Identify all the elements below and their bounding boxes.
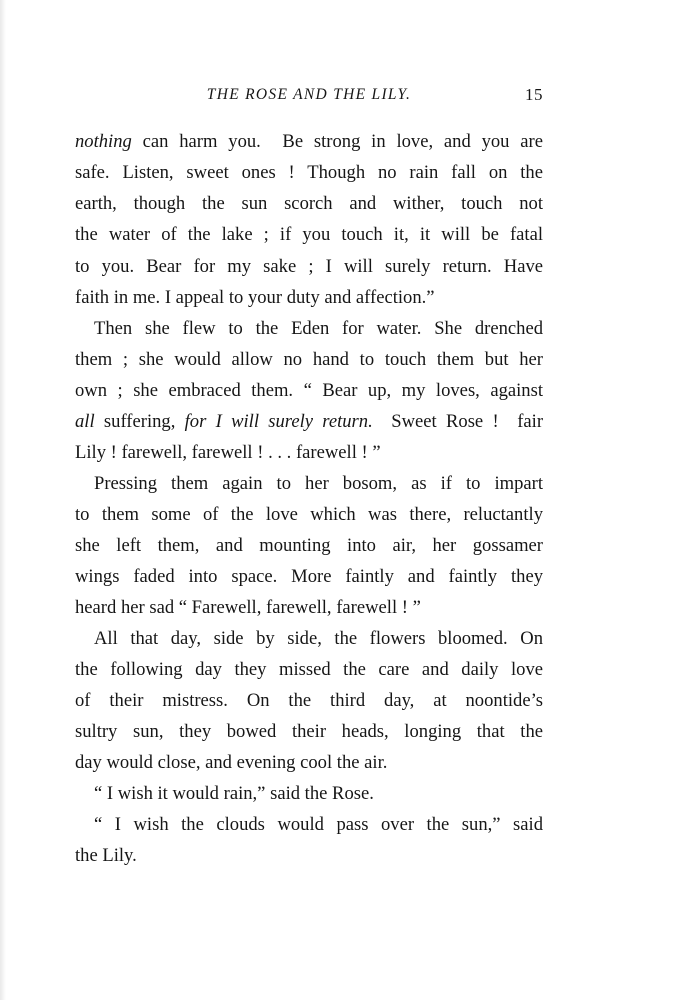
text-line-13: to them some of the love which was there, reluctantly	[75, 504, 543, 525]
page-number: 15	[525, 85, 543, 104]
text-line-5: to you. Bear for my sake ; I will surely return. Have	[75, 256, 543, 277]
text-line-18: the following day they missed the care and daily love	[75, 659, 543, 680]
text-line-19: of their mistress. On the third day, at noontide’s	[75, 690, 543, 711]
text-line-3: earth, though the sun scorch and wither, touch not	[75, 193, 543, 214]
text-line-17: All that day, side by side, the flowers bloomed. On	[94, 628, 543, 649]
text-line-8: them ; she would allow no hand to touch them but her	[75, 349, 543, 370]
text-span: Sweet Rose ! fair	[372, 411, 544, 432]
text-span: can harm you. Be strong in love, and you are	[131, 131, 543, 152]
text-line-9: own ; she embraced them. “ Bear up, my loves, against	[75, 380, 543, 401]
text-line-23: “ I wish the clouds would pass over the sun,” said	[94, 814, 543, 835]
text-line-24: the Lily.	[75, 845, 137, 866]
text-line-10	[75, 407, 543, 437]
text-line-1	[75, 127, 543, 157]
running-title: THE ROSE AND THE LILY.	[206, 86, 412, 103]
page-edge-shadow	[0, 0, 6, 1000]
italic-word: all	[75, 411, 95, 432]
text-line-2: safe. Listen, sweet ones ! Though no rain fall on the	[75, 162, 543, 183]
italic-phrase: for I will surely return.	[184, 411, 373, 432]
text-span: suffering,	[94, 411, 185, 432]
text-line-15: wings faded into space. More faintly and faintly they	[75, 566, 543, 587]
text-line-22: “ I wish it would rain,” said the Rose.	[94, 783, 374, 804]
text-line-4: the water of the lake ; if you touch it, it will be fatal	[75, 224, 543, 245]
italic-word: nothing	[75, 131, 132, 152]
text-line-14: she left them, and mounting into air, her gossamer	[75, 535, 543, 556]
text-line-12: Pressing them again to her bosom, as if to impart	[94, 473, 543, 494]
text-line-21: day would close, and evening cool the air.	[75, 752, 388, 773]
page-header	[75, 86, 543, 112]
text-line-7: Then she flew to the Eden for water. She drenched	[94, 318, 543, 339]
text-line-16: heard her sad “ Farewell, farewell, farewell ! ”	[75, 597, 421, 618]
text-line-6: faith in me. I appeal to your duty and affection.”	[75, 287, 435, 308]
text-line-20: sultry sun, they bowed their heads, longing that the	[75, 721, 543, 742]
text-line-11: Lily ! farewell, farewell ! . . . farewell ! ”	[75, 442, 381, 463]
